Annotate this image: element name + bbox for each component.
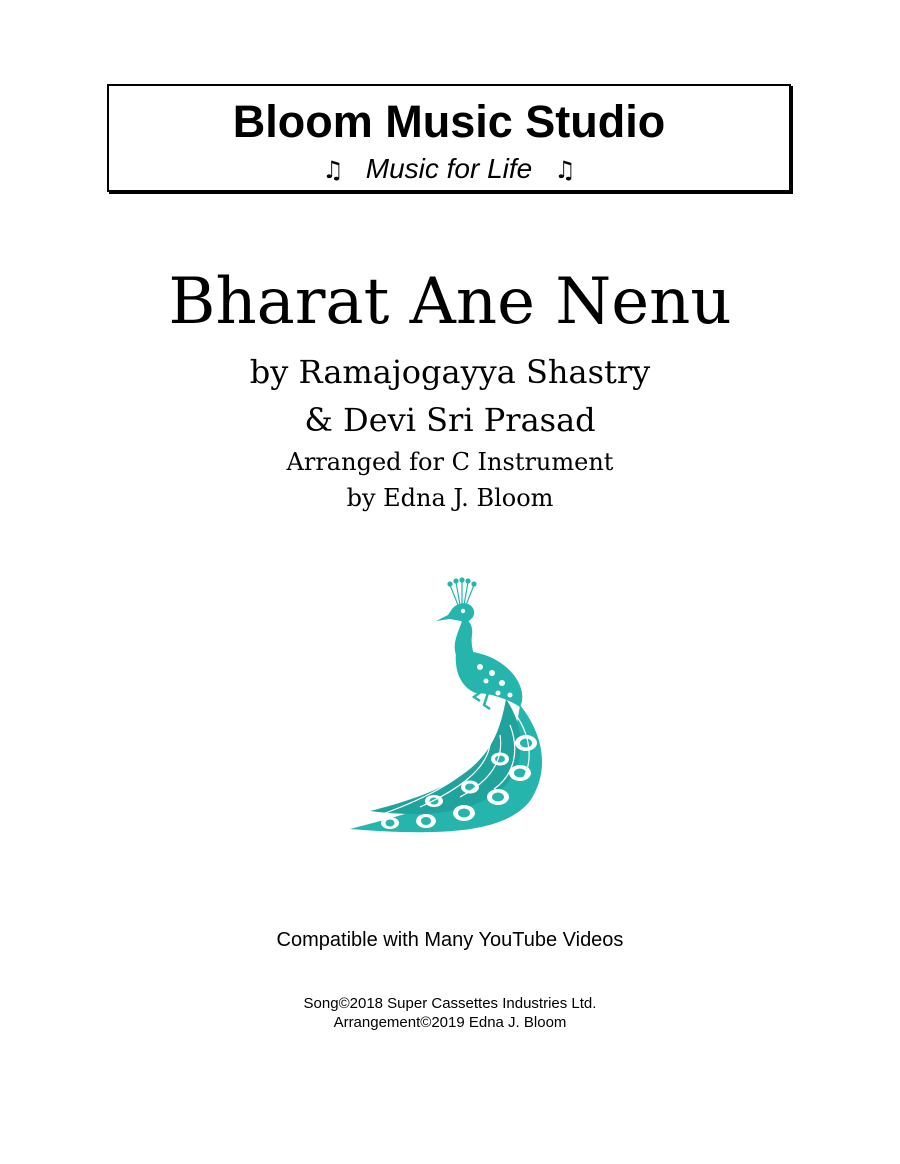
peacock-crest — [447, 577, 476, 605]
studio-header-box — [107, 84, 791, 192]
music-note-right-icon: ♫ — [554, 156, 576, 184]
arranged-for: Arranged for C Instrument — [286, 448, 614, 476]
tagline: Music for Life — [365, 153, 533, 184]
peacock-head — [436, 603, 474, 622]
arranger: by Edna J. Bloom — [346, 484, 554, 512]
arrangement-copyright: Arrangement©2019 Edna J. Bloom — [333, 1014, 567, 1031]
peacock-tail — [350, 699, 542, 832]
compatibility-note: Compatible with Many YouTube Videos — [276, 929, 624, 951]
peacock-legs — [474, 691, 490, 709]
composer-line-1: by Ramajogayya Shastry — [249, 353, 651, 391]
composer-line-2: & Devi Sri Prasad — [304, 401, 596, 439]
tagline-row — [109, 152, 789, 187]
song-copyright: Song©2018 Super Cassettes Industries Ltd. — [303, 995, 597, 1012]
peacock-body — [456, 652, 523, 707]
music-note-left-icon: ♫ — [322, 156, 344, 184]
peacock-icon — [330, 575, 580, 845]
studio-name: Bloom Music Studio — [232, 96, 666, 147]
song-title: Bharat Ane Nenu — [168, 265, 732, 339]
